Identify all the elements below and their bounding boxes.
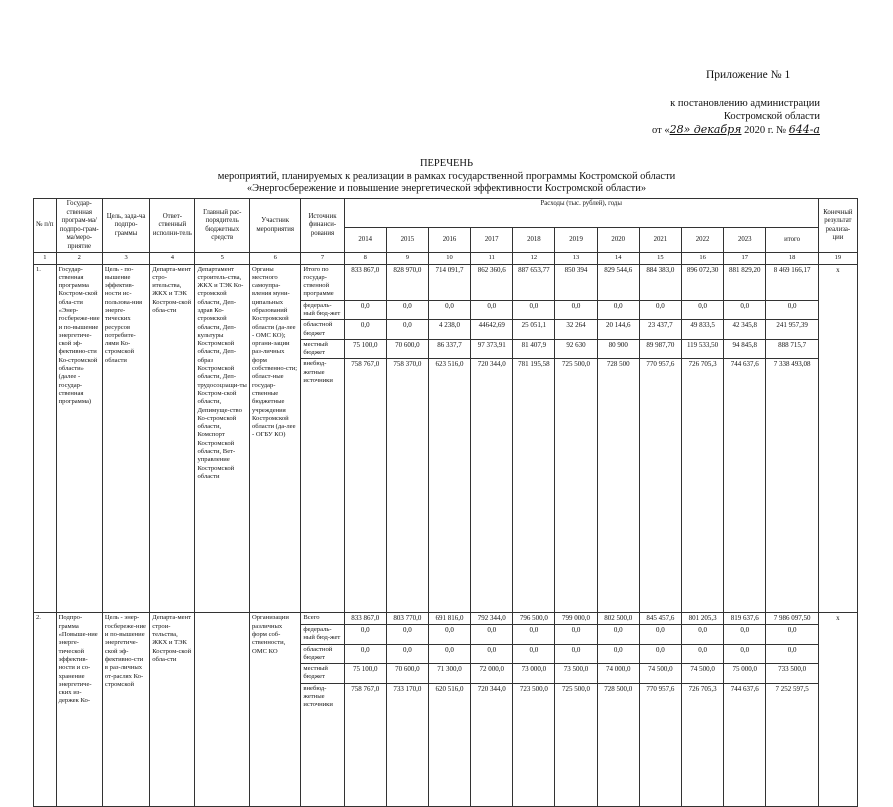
cell-source: федераль-ный бюд-жет xyxy=(301,300,344,320)
col-number: 1 xyxy=(34,253,57,265)
cell-value: 70 600,0 xyxy=(386,339,428,359)
col-number: 18 xyxy=(766,253,818,265)
year-2022: 2022 xyxy=(681,228,723,253)
cell-value: 71 300,0 xyxy=(428,664,470,684)
header-source: Источник финанси-рования xyxy=(301,199,344,253)
cell-value: 0,0 xyxy=(344,320,386,340)
cell-value: 20 144,6 xyxy=(597,320,639,340)
cell-value: 0,0 xyxy=(428,644,470,664)
cell-source: внебюд-жетные источники xyxy=(301,683,344,806)
year-2019: 2019 xyxy=(555,228,597,253)
cell-participants: Организации различных форм соб-ственности, ОМС КО xyxy=(249,613,300,806)
cell-source: федераль-ный бюд-жет xyxy=(301,624,344,644)
year-2018: 2018 xyxy=(513,228,555,253)
header-participants: Участник мероприятия xyxy=(249,199,300,253)
cell-value: 0,0 xyxy=(639,624,681,644)
cell-value: 714 091,7 xyxy=(428,264,470,300)
cell-value: 770 957,6 xyxy=(639,683,681,806)
year-2023: 2023 xyxy=(724,228,766,253)
cell-value: 887 653,77 xyxy=(513,264,555,300)
cell-value: 0,0 xyxy=(724,624,766,644)
cell-value: 0,0 xyxy=(386,644,428,664)
cell-source: областной бюджет xyxy=(301,644,344,664)
year-2015: 2015 xyxy=(386,228,428,253)
cell-value: 73 500,0 xyxy=(555,664,597,684)
cell-value: 744 637,6 xyxy=(724,359,766,613)
cell-value: 97 373,91 xyxy=(471,339,513,359)
cell-value: 25 051,1 xyxy=(513,320,555,340)
cell-result: x xyxy=(818,613,857,806)
cell-value: 0,0 xyxy=(639,300,681,320)
measures-table xyxy=(33,198,858,807)
cell-value: 44642,69 xyxy=(471,320,513,340)
cell-value: 0,0 xyxy=(681,300,723,320)
cell-value: 92 630 xyxy=(555,339,597,359)
header-goal: Цель, зада-ча подпро-граммы xyxy=(102,199,149,253)
cell-value: 0,0 xyxy=(766,624,818,644)
col-number: 12 xyxy=(513,253,555,265)
cell-value: 888 715,7 xyxy=(766,339,818,359)
decree-line-1: к постановлению администрации xyxy=(670,98,820,109)
cell-value: 0,0 xyxy=(513,300,555,320)
cell-value: 758 370,0 xyxy=(386,359,428,613)
cell-value: 623 516,0 xyxy=(428,359,470,613)
cell-value: 86 337,7 xyxy=(428,339,470,359)
cell-source: Итого по государ-ственной программе xyxy=(301,264,344,300)
cell-value: 726 705,3 xyxy=(681,683,723,806)
cell-value: 74 500,0 xyxy=(681,664,723,684)
cell-value: 119 533,50 xyxy=(681,339,723,359)
cell-value: 0,0 xyxy=(428,300,470,320)
cell-value: 896 072,30 xyxy=(681,264,723,300)
table-row xyxy=(34,264,858,300)
header-manager: Главный рас-порядитель бюджетных средств xyxy=(195,199,250,253)
cell-value: 94 845,8 xyxy=(724,339,766,359)
cell-value: 801 205,3 xyxy=(681,613,723,625)
cell-value: 74 500,0 xyxy=(639,664,681,684)
year-2014: 2014 xyxy=(344,228,386,253)
col-number: 11 xyxy=(471,253,513,265)
cell-program: Подпро-грамма «Повыше-ние энерге-тической эффектив-ности и со-хранение энергетиче-ских из-держек Ко- xyxy=(56,613,102,806)
cell-source: внебюд-жетные источники xyxy=(301,359,344,613)
cell-value: 0,0 xyxy=(724,300,766,320)
header-expenses: Расходы (тыс. рублей), годы xyxy=(344,199,818,228)
table-header-row xyxy=(34,199,858,228)
cell-value: 4 238,0 xyxy=(428,320,470,340)
col-number: 17 xyxy=(724,253,766,265)
cell-value: 0,0 xyxy=(513,624,555,644)
cell-value: 881 829,20 xyxy=(724,264,766,300)
cell-value: 0,0 xyxy=(555,300,597,320)
cell-manager: Департамент строитель-ства, ЖКХ и ТЭК Ко-стромской области, Деп-здрав Ко-стромской области, Деп-культуры Костромской области, Деп-образ Костромской области, Деп-трудосоцзащи-ты Костром-ской области, Депимуще-ство Ко-стромской области, Комспорт Костромской области, Вет-управление Костромской области xyxy=(195,264,250,613)
cell-value: 0,0 xyxy=(344,300,386,320)
cell-value: 862 360,6 xyxy=(471,264,513,300)
program-row-1 xyxy=(34,264,858,613)
cell-program: Государ-ственная программа Костром-ской обла-сти «Энер-госбереже-ние и по-вышение энергетиче-ской эф-фективно-сти Ко-стромской области» (далее - государ-ственная программа) xyxy=(56,264,102,613)
title-line-3: «Энергосбережение и повышение энергетической эффективности Костромской области» xyxy=(246,183,647,194)
cell-value: 829 544,6 xyxy=(597,264,639,300)
cell-value: 70 600,0 xyxy=(386,664,428,684)
decree-date-line xyxy=(600,123,820,137)
col-number: 16 xyxy=(681,253,723,265)
date-prefix: от « xyxy=(652,125,670,136)
year-total: итого xyxy=(766,228,818,253)
cell-value: 850 394 xyxy=(555,264,597,300)
cell-value: 691 816,0 xyxy=(428,613,470,625)
col-number: 5 xyxy=(195,253,250,265)
cell-value: 0,0 xyxy=(724,644,766,664)
cell-source: местный бюджет xyxy=(301,664,344,684)
cell-value: 0,0 xyxy=(766,300,818,320)
header-program: Государ-ственная програм-ма/подпро-грам-ма/меро-приятие xyxy=(56,199,102,253)
cell-value: 0,0 xyxy=(344,624,386,644)
table-row xyxy=(34,613,858,625)
cell-executor: Департа-мент строи-тельства, ЖКХ и ТЭК Костром-ской обла-сти xyxy=(150,613,195,806)
cell-value: 75 100,0 xyxy=(344,664,386,684)
col-number: 13 xyxy=(555,253,597,265)
cell-goal: Цель - энер-госбереже-ние и по-вышение энергетиче-ской эф-фективно-сти в раз-личных от-раслях Ко-стромской xyxy=(102,613,149,806)
cell-value: 828 970,0 xyxy=(386,264,428,300)
decree-reference xyxy=(600,97,820,137)
cell-value: 799 000,0 xyxy=(555,613,597,625)
cell-num: 1. xyxy=(34,264,57,613)
cell-value: 80 900 xyxy=(597,339,639,359)
cell-value: 0,0 xyxy=(428,624,470,644)
cell-value: 720 344,0 xyxy=(471,683,513,806)
col-number: 14 xyxy=(597,253,639,265)
year-2017: 2017 xyxy=(471,228,513,253)
cell-value: 0,0 xyxy=(639,644,681,664)
cell-value: 75 000,0 xyxy=(724,664,766,684)
cell-value: 845 457,6 xyxy=(639,613,681,625)
cell-value: 0,0 xyxy=(555,644,597,664)
cell-value: 89 987,70 xyxy=(639,339,681,359)
decree-line-2: Костромской области xyxy=(723,111,820,122)
cell-source: Всего xyxy=(301,613,344,625)
year-2016: 2016 xyxy=(428,228,470,253)
document-title xyxy=(0,158,893,196)
cell-value: 75 100,0 xyxy=(344,339,386,359)
cell-value: 725 500,0 xyxy=(555,359,597,613)
cell-value: 733 500,0 xyxy=(766,664,818,684)
header-executor: Ответ-ственный исполни-тель xyxy=(150,199,195,253)
cell-value: 758 767,0 xyxy=(344,359,386,613)
cell-value: 802 500,0 xyxy=(597,613,639,625)
cell-value: 728 500 xyxy=(597,359,639,613)
cell-result: x xyxy=(818,264,857,613)
title-line-2: мероприятий, планируемых к реализации в рамках государственной программы Костромской области xyxy=(217,170,676,182)
cell-value: 833 867,0 xyxy=(344,264,386,300)
cell-value: 792 344,0 xyxy=(471,613,513,625)
col-number: 6 xyxy=(249,253,300,265)
cell-source: областной бюджет xyxy=(301,320,344,340)
header-num: № п/п xyxy=(34,199,57,253)
cell-value: 72 000,0 xyxy=(471,664,513,684)
cell-value: 0,0 xyxy=(471,300,513,320)
col-number: 8 xyxy=(344,253,386,265)
col-number: 15 xyxy=(639,253,681,265)
cell-value: 81 407,9 xyxy=(513,339,555,359)
cell-value: 733 170,0 xyxy=(386,683,428,806)
cell-value: 8 469 166,17 xyxy=(766,264,818,300)
cell-num: 2. xyxy=(34,613,57,806)
col-number: 3 xyxy=(102,253,149,265)
cell-value: 0,0 xyxy=(513,644,555,664)
cell-participants: Органы местного самоупра-вления муни-ципальных образований Костромской области (да-лее - ОМС КО); органи-зации раз-личных форм собственно-сти; област-ные государ-ственные бюджетные учреждения Костромской области (да-лее - ОГБУ КО) xyxy=(249,264,300,613)
header-result: Конечный результат реализа-ции xyxy=(818,199,857,253)
title-line-1: ПЕРЕЧЕНЬ xyxy=(419,158,474,169)
cell-executor: Департа-мент стро-ительства, ЖКХ и ТЭК Костром-ской обла-сти xyxy=(150,264,195,613)
cell-value: 0,0 xyxy=(597,644,639,664)
year-2020: 2020 xyxy=(597,228,639,253)
col-number: 2 xyxy=(56,253,102,265)
col-number: 19 xyxy=(818,253,857,265)
column-numbers-row xyxy=(34,253,858,265)
col-number: 7 xyxy=(301,253,344,265)
cell-value: 32 264 xyxy=(555,320,597,340)
cell-value: 781 195,58 xyxy=(513,359,555,613)
cell-value: 0,0 xyxy=(766,644,818,664)
appendix-label: Приложение № 1 xyxy=(706,69,791,81)
cell-value: 0,0 xyxy=(386,320,428,340)
cell-value: 73 000,0 xyxy=(513,664,555,684)
cell-value: 0,0 xyxy=(597,624,639,644)
cell-value: 49 833,5 xyxy=(681,320,723,340)
cell-value: 0,0 xyxy=(386,624,428,644)
cell-value: 796 500,0 xyxy=(513,613,555,625)
cell-value: 770 957,6 xyxy=(639,359,681,613)
handwritten-date: 28» декабря xyxy=(669,123,742,136)
cell-value: 803 770,0 xyxy=(386,613,428,625)
cell-value: 23 437,7 xyxy=(639,320,681,340)
program-row-2 xyxy=(34,613,858,806)
cell-value: 884 383,0 xyxy=(639,264,681,300)
cell-value: 241 957,39 xyxy=(766,320,818,340)
cell-value: 0,0 xyxy=(597,300,639,320)
cell-value: 720 344,0 xyxy=(471,359,513,613)
cell-value: 0,0 xyxy=(344,644,386,664)
cell-value: 726 705,3 xyxy=(681,359,723,613)
col-number: 4 xyxy=(150,253,195,265)
cell-value: 0,0 xyxy=(681,644,723,664)
cell-value: 7 986 097,50 xyxy=(766,613,818,625)
cell-value: 728 500,0 xyxy=(597,683,639,806)
cell-value: 723 500,0 xyxy=(513,683,555,806)
year-2021: 2021 xyxy=(639,228,681,253)
col-number: 10 xyxy=(428,253,470,265)
cell-value: 833 867,0 xyxy=(344,613,386,625)
cell-value: 0,0 xyxy=(471,624,513,644)
cell-value: 74 000,0 xyxy=(597,664,639,684)
cell-value: 744 637,6 xyxy=(724,683,766,806)
col-number: 9 xyxy=(386,253,428,265)
cell-source: местный бюджет xyxy=(301,339,344,359)
cell-value: 758 767,0 xyxy=(344,683,386,806)
handwritten-number: 644-а xyxy=(788,123,820,136)
cell-value: 0,0 xyxy=(386,300,428,320)
date-middle: 2020 г. № xyxy=(741,125,789,136)
cell-manager xyxy=(195,613,250,806)
cell-value: 7 252 597,5 xyxy=(766,683,818,806)
cell-value: 0,0 xyxy=(555,624,597,644)
cell-value: 0,0 xyxy=(471,644,513,664)
cell-value: 0,0 xyxy=(681,624,723,644)
cell-value: 7 338 493,08 xyxy=(766,359,818,613)
cell-value: 42 345,8 xyxy=(724,320,766,340)
cell-value: 620 516,0 xyxy=(428,683,470,806)
cell-value: 725 500,0 xyxy=(555,683,597,806)
cell-value: 819 637,6 xyxy=(724,613,766,625)
cell-goal: Цель - по-вышение эффектив-ности ис-пользова-ния энерге-тических ресурсов потребите-лями Ко-стромской области xyxy=(102,264,149,613)
